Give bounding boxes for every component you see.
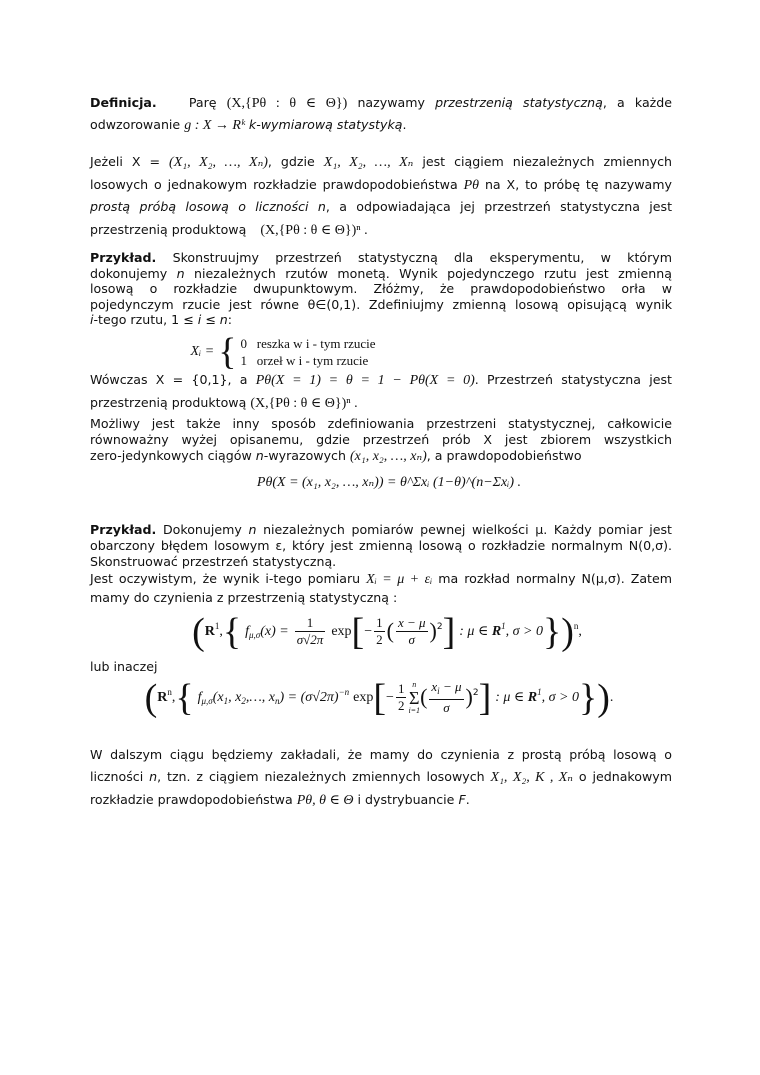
case-value: 0	[240, 335, 247, 351]
term-statistical-space: przestrzenią statystyczną	[435, 95, 603, 110]
left-brace: {	[218, 331, 237, 373]
normal-space-equation-1: ($R^1$,{ $f_{\mu,\sigma}(x)$ = $\frac{1}{\sigma√2\pi}$ exp[− $\frac{1}{2}$ ( $\frac{x - \mu}{\sigma}$ )$^2$] : μ ∈ $R^1$, σ > 0})$^n$,	[192, 611, 582, 653]
text: obarczony błędem losowym ε, który jest zmienną losową o rozkładzie normalnym N(0,σ).	[90, 538, 672, 553]
text: niezależnych pomiarów pewnej wielkości μ. Każdy pomiar jest	[263, 522, 672, 537]
example1-line-10	[90, 448, 672, 465]
variable-n: n	[176, 266, 185, 281]
text: . Przestrzeń statystyczna jest	[474, 372, 672, 387]
example1-line-2	[90, 266, 672, 282]
text: Możliwy jest także inny sposób zdefiniowania przestrzeni statystycznej, całkowicie	[90, 416, 672, 431]
text: pojedynczym rzucie jest równe θ∈(0,1). Zdefiniujmy zmienną losową opisującą wynik	[90, 297, 672, 312]
right-bracket: ]	[442, 611, 456, 653]
left-paren: (	[192, 611, 205, 653]
distribution-symbol: Pθ	[463, 178, 480, 193]
text: losową o rozkładzie dwupunktowym. Złóżmy, że prawdopodobieństwo orła w	[90, 281, 672, 296]
eq-symbol: −	[364, 624, 373, 639]
eq-symbol: −	[386, 690, 394, 705]
text: Skonstruować przestrzeń statystyczną.	[90, 554, 337, 569]
mapping-formula: g : X → Rᵏ	[184, 118, 245, 133]
text: W dalszym ciągu będziemy zakładali, że mamy do czynienia z prostą próbą losową o	[90, 747, 672, 762]
example1-line-3	[90, 281, 672, 297]
text: -tego rzutu, 1 ≤	[93, 312, 198, 327]
variable-i: i	[197, 312, 202, 327]
text: mamy do czynienia z przestrzenią statystyczną :	[90, 590, 398, 605]
sample-vector-formula: (X₁, X₂, …, Xₙ)	[169, 155, 268, 170]
fraction: $\frac{x - \mu}{\sigma}$	[397, 615, 426, 647]
text: Jeżeli X =	[90, 154, 161, 169]
text: Parę	[188, 95, 217, 110]
equation-lhs: Xᵢ =	[190, 344, 215, 359]
example2-line-2	[90, 538, 672, 554]
eq-symbol: $R^n$,	[157, 687, 176, 705]
normal-space-equation-2: ($R^n$,{ $f_{\mu,\sigma}(x_1$, $x_2,\dots$, $x_n) = (\sigma√2\pi)^{-n}$ exp[− $\frac{1}{2}$ n Σ i=1 ( $\frac{x_i - \mu}{\sigma}$ )$^2$] : μ ∈ $R^1$, σ > 0}).	[144, 677, 614, 719]
text: Dokonujemy	[162, 522, 242, 537]
definition-heading: Definicja.	[90, 95, 157, 110]
left-brace: {	[222, 611, 242, 653]
text: -wyrazowych	[263, 448, 346, 463]
text: przestrzenią produktową	[90, 222, 247, 237]
case-value: 1	[240, 352, 247, 368]
fraction: $\frac{x_i - \mu}{\sigma}$	[431, 679, 462, 715]
right-paren: )	[429, 618, 437, 643]
text: lub inaczej	[90, 659, 158, 674]
example2-line-1	[90, 522, 672, 538]
text: , tzn. z ciągiem niezależnych zmiennych losowych	[157, 769, 485, 784]
text: przestrzenią produktową	[90, 395, 247, 410]
variable-n: n	[248, 522, 257, 537]
term-statistic: k-wymiarową statystyką	[248, 117, 403, 132]
cases-block	[240, 335, 375, 369]
left-brace: {	[175, 677, 194, 719]
definition-line-1	[90, 92, 672, 114]
text: , gdzie	[267, 154, 315, 169]
eq-symbol: $R^1$,	[204, 621, 223, 639]
case-description: reszka w i - tym rzucie	[256, 335, 376, 351]
text: :	[227, 312, 232, 327]
eq-symbol: $f_{\mu,\sigma}(x_1$, $x_2,\dots$, $x_n) = (\sigma√2\pi)^{-n}$	[197, 687, 350, 706]
summation: n Σ i=1	[408, 679, 421, 715]
definition-line-2	[90, 114, 672, 136]
text: Jest oczywistym, że wynik i-tego pomiaru	[90, 571, 361, 586]
example2-heading: Przykład.	[90, 522, 157, 537]
equation-text: Pθ(X = (x₁, x₂, …, xₙ)) = θ^Σxᵢ (1−θ)^(n−Σxᵢ) .	[256, 475, 522, 490]
right-paren: )	[465, 684, 473, 709]
final-line-3	[90, 789, 672, 811]
text: ma rozkład normalny N(μ,σ). Zatem	[438, 571, 672, 586]
right-brace: }	[579, 677, 598, 719]
left-bracket: [	[373, 677, 387, 719]
product-space-formula: (X,{Pθ : θ ∈ Θ})ⁿ .	[260, 223, 368, 238]
eq-symbol: : μ ∈ $R^1$, σ > 0	[495, 687, 579, 705]
eq-symbol: exp	[353, 690, 374, 705]
variable-F: F	[458, 792, 466, 807]
sample-sequence-formula: X₁, X₂, …, Xₙ	[323, 155, 414, 170]
example1-line-7	[90, 392, 672, 414]
text: , a prawdopodobieństwo	[426, 448, 582, 463]
variable-n: n	[219, 312, 228, 327]
text: dokonujemy	[90, 266, 168, 281]
text: losowych o jednakowym rozkładzie prawdopodobieństwa	[90, 177, 458, 192]
or-otherwise	[90, 656, 672, 677]
eq-symbol: : μ ∈ $R^1$, σ > 0	[459, 621, 544, 639]
example1-line-5	[90, 312, 672, 328]
text: nazywamy	[357, 95, 425, 110]
example1-line-9	[90, 432, 672, 448]
text: o jednakowym	[578, 769, 672, 784]
distribution-family-formula: Pθ, θ ∈ Θ	[296, 793, 354, 808]
text: Wówczas X = {0,1}, a	[90, 372, 248, 387]
statistical-space-formula: (X,{Pθ : θ ∈ Θ})	[226, 96, 348, 111]
left-paren: (	[144, 677, 158, 719]
final-line-2	[90, 766, 672, 788]
right-paren: )	[561, 611, 574, 653]
left-paren: (	[386, 618, 394, 643]
right-bracket: ]	[478, 677, 492, 719]
example1-heading: Przykład.	[90, 250, 157, 265]
text: .	[465, 792, 470, 807]
example2-line-5	[90, 587, 672, 608]
sequence-formula: (x₁, x₂, …, xₙ)	[349, 449, 427, 464]
text: niezależnych rzutów monetą. Wynik pojedynczego rzutu jest zmienną	[194, 266, 672, 281]
text: ≤	[201, 312, 220, 327]
sample-line-2	[90, 174, 672, 196]
variable-n: n	[149, 769, 158, 784]
eq-symbol: ,	[578, 624, 582, 639]
text: na X, to próbę tę nazywamy	[484, 177, 672, 192]
measurement-formula: Xᵢ = μ + εᵢ	[366, 572, 433, 587]
text: równoważny wyżej opisanemu, gdzie przestrzeń prób X jest zbiorem wszystkich	[90, 432, 672, 447]
fraction: $\frac{1}{2}$	[376, 615, 383, 647]
left-bracket: [	[351, 611, 365, 653]
indicator-variable-equation	[0, 330, 574, 374]
sample-line-3	[90, 196, 672, 217]
eq-symbol: $f_{\mu,\sigma}(x)$ =	[245, 624, 289, 640]
final-line-1	[90, 744, 672, 765]
variable-n: n	[255, 448, 264, 463]
example1-line-4	[90, 297, 672, 313]
text: Skonstruujmy przestrzeń statystyczną dla eksperymentu, w którym	[172, 250, 672, 265]
eq-symbol: .	[609, 690, 614, 705]
text: .	[402, 117, 407, 132]
term-simple-sample: prostą próbą losową o liczności n	[90, 199, 326, 214]
fraction: $\frac{1}{\sigma√2\pi}$	[296, 615, 324, 647]
bernoulli-probability-equation	[98, 474, 680, 491]
variable-i: i	[90, 312, 94, 327]
sample-sequence-formula: X₁, X₂, K , Xₙ	[490, 770, 573, 785]
probability-formula: Pθ(X = 1) = θ = 1 − Pθ(X = 0)	[255, 373, 475, 388]
text: zero-jedynkowych ciągów	[90, 448, 252, 463]
text: odwzorowanie	[90, 117, 181, 132]
right-paren: )	[597, 677, 610, 719]
text: , a każde	[602, 95, 673, 110]
sample-line-1	[90, 151, 672, 173]
text: i dystrybuancie	[357, 792, 455, 807]
text: liczności	[90, 769, 144, 784]
fraction: $\frac{1}{2}$	[397, 681, 405, 713]
example1-line-1	[90, 250, 672, 266]
left-paren: (	[420, 684, 428, 709]
text: rozkładzie prawdopodobieństwa	[90, 792, 293, 807]
example1-line-8	[90, 416, 672, 432]
example1-line-6	[90, 369, 672, 391]
case-description: orzeł w i - tym rzucie	[256, 352, 369, 368]
product-space-formula: (X,{Pθ : θ ∈ Θ})ⁿ .	[250, 396, 358, 411]
text: , a odpowiadająca jej przestrzeń statystyczna jest	[325, 199, 673, 214]
eq-symbol: exp	[331, 624, 352, 639]
right-brace: }	[543, 611, 562, 653]
sample-line-4	[90, 219, 672, 241]
text: jest ciągiem niezależnych zmiennych	[422, 154, 672, 169]
